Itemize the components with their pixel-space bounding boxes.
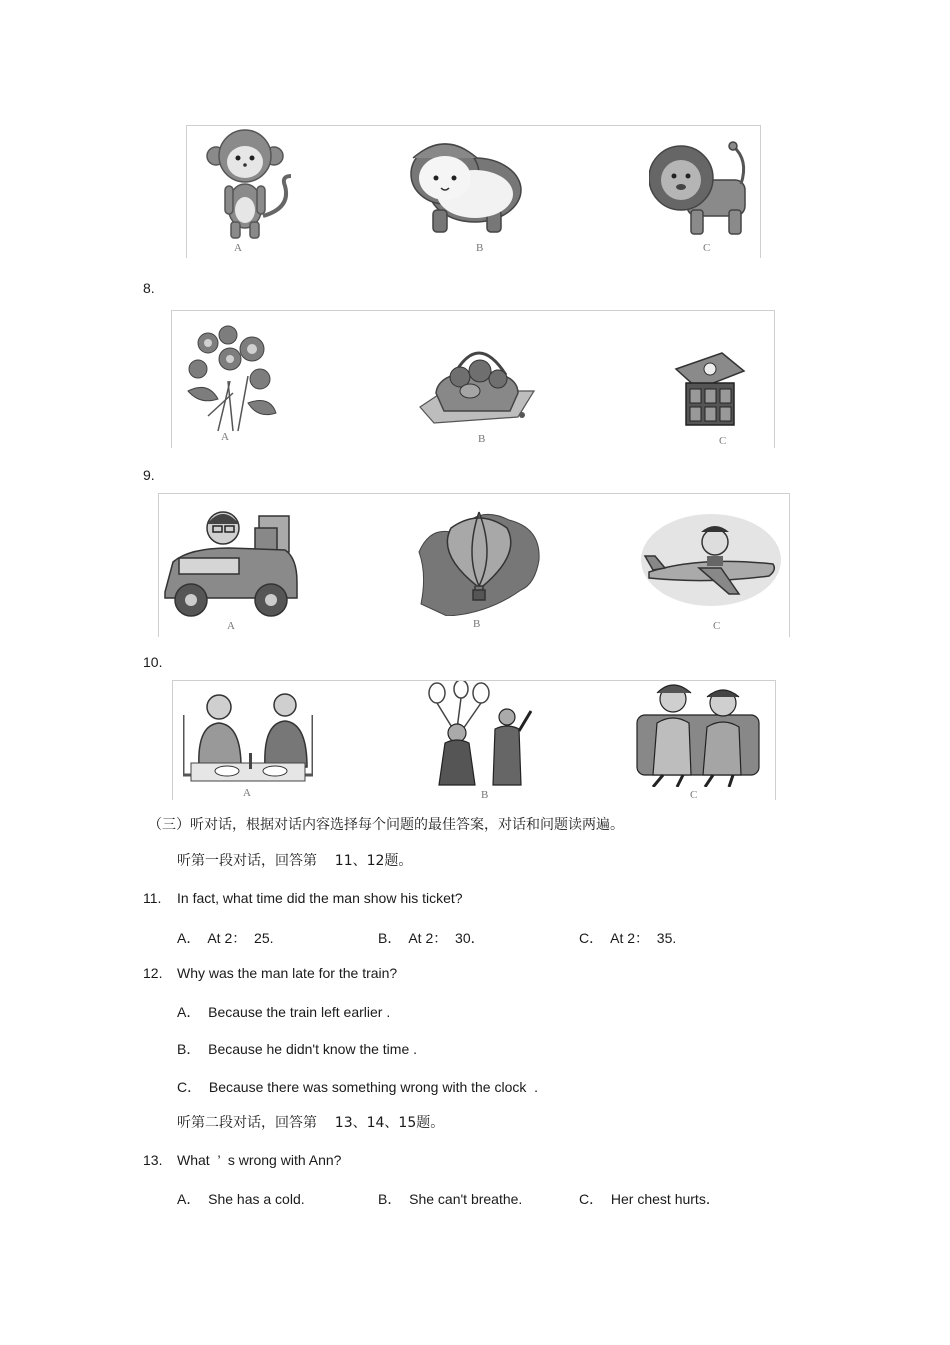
question-12-option-a: A． Because the train left earlier . (177, 1004, 391, 1020)
picture-row-2 (171, 310, 775, 448)
question-12-option-c: C． Because there was something wrong with the clock . (177, 1079, 539, 1095)
option-caption: A (227, 620, 235, 632)
car-icon (159, 502, 301, 620)
question-11-option-a: A． At 2： 25. (177, 930, 274, 946)
option-caption: A (221, 431, 229, 443)
question-11-option-b: B． At 2： 30． (378, 930, 485, 946)
picture-row-4 (172, 680, 776, 800)
option-caption: A (234, 242, 242, 254)
dialog-2-heading: 听第二段对话，回答第 13、14、15题。 (177, 1115, 445, 1131)
question-11-number: 11. (143, 890, 162, 906)
option-caption: C (690, 789, 698, 801)
chocolate-box-icon (672, 349, 748, 429)
party-balloons-icon (423, 681, 535, 787)
section-instruction: （三）听对话，根据对话内容选择每个问题的最佳答案，对话和问题读两遍。 (148, 817, 624, 833)
question-13-number: 13. (143, 1152, 163, 1168)
option-caption: B (478, 433, 486, 445)
option-caption: B (473, 618, 481, 630)
airplane-icon (639, 502, 785, 614)
question-12-option-b: B． Because he didn't know the time . (177, 1041, 418, 1057)
question-12-text: Why was the man late for the train? (177, 965, 398, 981)
question-11-option-c: C． At 2： 35. (579, 930, 677, 946)
flowers-icon (178, 321, 282, 433)
option-caption: B (481, 789, 489, 801)
dialog-1-heading: 听第一段对话，回答第 11、12题。 (177, 853, 413, 869)
question-13-text: What ’ s wrong with Ann? (177, 1152, 342, 1168)
question-13-option-c: C． Her chest hurts． (579, 1191, 720, 1207)
question-number: 8. (143, 280, 155, 296)
picture-row-3 (158, 493, 790, 637)
question-11-text: In fact, what time did the man show his ticket? (177, 890, 463, 906)
lion-icon (649, 140, 754, 238)
fruit-basket-icon (414, 335, 540, 425)
monkey-icon (205, 128, 295, 240)
option-caption: C (713, 620, 721, 632)
hot-air-balloon-icon (417, 504, 543, 616)
option-caption: C (703, 242, 711, 254)
question-12-number: 12. (143, 965, 163, 981)
question-number: 10. (143, 654, 163, 670)
restaurant-dinner-icon (183, 685, 313, 785)
picture-row-1 (186, 125, 761, 258)
sheep-icon (403, 136, 525, 236)
question-13-option-b: B． She can't breathe. (378, 1191, 523, 1207)
theater-seats-icon (633, 681, 763, 787)
question-number: 9. (143, 467, 155, 483)
question-13-option-a: A． She has a cold. (177, 1191, 305, 1207)
option-caption: B (476, 242, 484, 254)
option-caption: A (243, 787, 251, 799)
option-caption: C (719, 435, 727, 447)
